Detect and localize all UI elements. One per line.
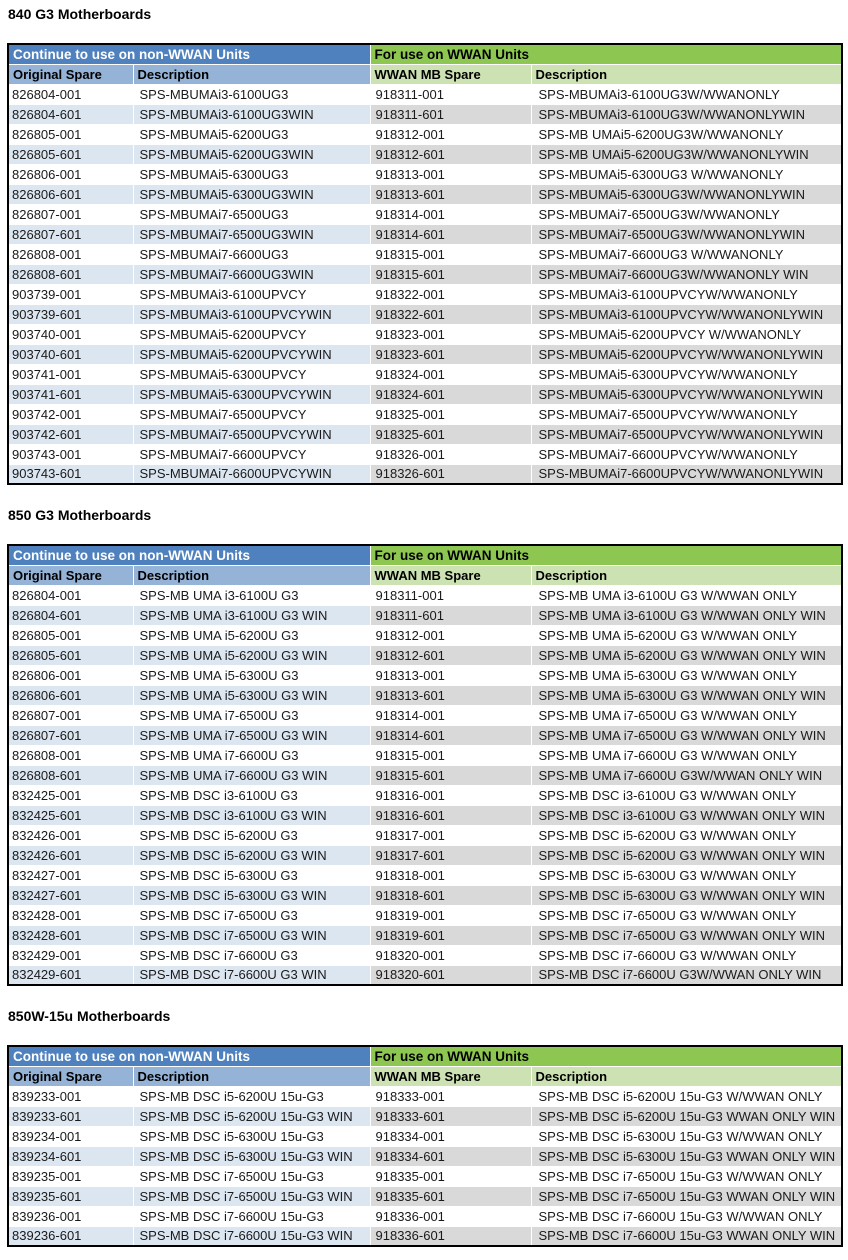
description-cell: SPS-MB DSC i5-6200U G3 WIN [133, 845, 370, 865]
wwan-description-cell: SPS-MB UMA i5-6200U G3 W/WWAN ONLY WIN [531, 645, 842, 665]
wwan-mb-spare-cell: 918323-601 [370, 344, 531, 364]
wwan-mb-spare-cell: 918322-001 [370, 284, 531, 304]
original-spare-cell: 826808-001 [8, 244, 133, 264]
description-cell: SPS-MB DSC i5-6200U 15u-G3 WIN [133, 1106, 370, 1126]
table-row [8, 144, 842, 164]
table-row [8, 364, 842, 384]
wwan-description-cell: SPS-MB DSC i5-6200U 15u-G3 W/WWAN ONLY [531, 1086, 842, 1106]
wwan-description-cell: SPS-MB UMA i3-6100U G3 W/WWAN ONLY WIN [531, 605, 842, 625]
original-spare-cell: 832427-001 [8, 865, 133, 885]
spares-table [7, 43, 843, 485]
wwan-description-cell: SPS-MB DSC i5-6200U G3 W/WWAN ONLY WIN [531, 845, 842, 865]
original-spare-cell: 903742-001 [8, 404, 133, 424]
description-cell: SPS-MBUMAi5-6300UG3WIN [133, 184, 370, 204]
wwan-description-cell: SPS-MB DSC i7-6500U G3 W/WWAN ONLY [531, 905, 842, 925]
wwan-description-cell: SPS-MB UMA i7-6600U G3W/WWAN ONLY WIN [531, 765, 842, 785]
description-cell: SPS-MBUMAi7-6500UPVCYWIN [133, 424, 370, 444]
column-header-row [8, 64, 842, 84]
original-spare-cell: 832429-001 [8, 945, 133, 965]
wwan-description-cell: SPS-MB UMA i5-6200U G3 W/WWAN ONLY [531, 625, 842, 645]
original-spare-cell: 826806-601 [8, 184, 133, 204]
wwan-mb-spare-cell: 918312-601 [370, 144, 531, 164]
wwan-mb-spare-cell: 918312-601 [370, 645, 531, 665]
wwan-mb-spare-cell: 918314-001 [370, 705, 531, 725]
description-cell: SPS-MBUMAi3-6100UG3WIN [133, 104, 370, 124]
wwan-description-cell: SPS-MBUMAi3-6100UG3W/WWANONLY [531, 84, 842, 104]
description-cell: SPS-MB UMA i7-6500U G3 [133, 705, 370, 725]
wwan-mb-spare-cell: 918336-601 [370, 1226, 531, 1246]
wwan-mb-spare-cell: 918315-001 [370, 244, 531, 264]
wwan-mb-spare-cell: 918335-601 [370, 1186, 531, 1206]
original-spare-cell: 826804-601 [8, 605, 133, 625]
description-cell: SPS-MBUMAi5-6300UG3 [133, 164, 370, 184]
wwan-mb-spare-cell: 918315-001 [370, 745, 531, 765]
description-cell: SPS-MB DSC i7-6600U G3 WIN [133, 965, 370, 985]
original-spare-cell: 839233-601 [8, 1106, 133, 1126]
table-row [8, 304, 842, 324]
description-cell: SPS-MB DSC i7-6600U 15u-G3 WIN [133, 1226, 370, 1246]
original-spare-cell: 839233-001 [8, 1086, 133, 1106]
col-header-wwan-description: Description [531, 64, 842, 84]
wwan-group-header: For use on WWAN Units [370, 545, 842, 565]
wwan-mb-spare-cell: 918326-601 [370, 464, 531, 484]
wwan-mb-spare-cell: 918320-001 [370, 945, 531, 965]
table-row [8, 84, 842, 104]
original-spare-cell: 826807-601 [8, 725, 133, 745]
original-spare-cell: 832425-601 [8, 805, 133, 825]
wwan-description-cell: SPS-MBUMAi7-6600UPVCYW/WWANONLY [531, 444, 842, 464]
wwan-description-cell: SPS-MBUMAi5-6200UPVCYW/WWANONLYWIN [531, 344, 842, 364]
description-cell: SPS-MBUMAi3-6100UPVCYWIN [133, 304, 370, 324]
table-row [8, 324, 842, 344]
table-row [8, 605, 842, 625]
spares-table [7, 544, 843, 986]
wwan-mb-spare-cell: 918334-601 [370, 1146, 531, 1166]
wwan-mb-spare-cell: 918316-001 [370, 785, 531, 805]
col-header-original-spare: Original Spare [8, 565, 133, 585]
original-spare-cell: 903743-601 [8, 464, 133, 484]
col-header-wwan-mb-spare: WWAN MB Spare [370, 1066, 531, 1086]
table-row [8, 745, 842, 765]
wwan-mb-spare-cell: 918314-601 [370, 224, 531, 244]
table-row [8, 585, 842, 605]
original-spare-cell: 903741-601 [8, 384, 133, 404]
description-cell: SPS-MBUMAi3-6100UPVCY [133, 284, 370, 304]
description-cell: SPS-MB DSC i5-6300U G3 WIN [133, 885, 370, 905]
description-cell: SPS-MBUMAi7-6500UG3WIN [133, 224, 370, 244]
wwan-mb-spare-cell: 918311-601 [370, 605, 531, 625]
table-row [8, 805, 842, 825]
wwan-mb-spare-cell: 918316-601 [370, 805, 531, 825]
description-cell: SPS-MB UMA i7-6600U G3 WIN [133, 765, 370, 785]
table-row [8, 765, 842, 785]
table-row [8, 725, 842, 745]
table-row [8, 244, 842, 264]
wwan-description-cell: SPS-MB DSC i7-6600U 15u-G3 W/WWAN ONLY [531, 1206, 842, 1226]
table-row [8, 785, 842, 805]
description-cell: SPS-MB UMA i5-6200U G3 WIN [133, 645, 370, 665]
col-header-description: Description [133, 1066, 370, 1086]
table-row [8, 865, 842, 885]
table-body [8, 1086, 842, 1246]
original-spare-cell: 826807-001 [8, 204, 133, 224]
col-header-wwan-description: Description [531, 1066, 842, 1086]
table-row [8, 1186, 842, 1206]
original-spare-cell: 832429-601 [8, 965, 133, 985]
section-title: 840 G3 Motherboards [8, 6, 152, 22]
original-spare-cell: 826808-601 [8, 765, 133, 785]
description-cell: SPS-MB UMA i7-6600U G3 [133, 745, 370, 765]
wwan-description-cell: SPS-MBUMAi5-6300UPVCYW/WWANONLY [531, 364, 842, 384]
original-spare-cell: 826806-601 [8, 685, 133, 705]
wwan-description-cell: SPS-MB DSC i3-6100U G3 W/WWAN ONLY WIN [531, 805, 842, 825]
wwan-mb-spare-cell: 918313-601 [370, 685, 531, 705]
wwan-mb-spare-cell: 918323-001 [370, 324, 531, 344]
table-row [8, 685, 842, 705]
table-row [8, 124, 842, 144]
wwan-mb-spare-cell: 918319-601 [370, 925, 531, 945]
wwan-mb-spare-cell: 918314-601 [370, 725, 531, 745]
wwan-mb-spare-cell: 918320-601 [370, 965, 531, 985]
description-cell: SPS-MB DSC i3-6100U G3 WIN [133, 805, 370, 825]
description-cell: SPS-MBUMAi5-6200UG3WIN [133, 144, 370, 164]
original-spare-cell: 903742-601 [8, 424, 133, 444]
wwan-group-header: For use on WWAN Units [370, 1046, 842, 1066]
col-header-wwan-description: Description [531, 565, 842, 585]
wwan-mb-spare-cell: 918314-001 [370, 204, 531, 224]
motherboard-section [7, 1008, 841, 1247]
wwan-group-header: For use on WWAN Units [370, 44, 842, 64]
description-cell: SPS-MBUMAi7-6600UPVCYWIN [133, 464, 370, 484]
wwan-description-cell: SPS-MB DSC i7-6500U 15u-G3 WWAN ONLY WIN [531, 1186, 842, 1206]
description-cell: SPS-MB UMA i5-6300U G3 [133, 665, 370, 685]
original-spare-cell: 839235-601 [8, 1186, 133, 1206]
wwan-mb-spare-cell: 918311-001 [370, 84, 531, 104]
wwan-description-cell: SPS-MB DSC i5-6200U G3 W/WWAN ONLY [531, 825, 842, 845]
col-header-original-spare: Original Spare [8, 64, 133, 84]
table-row [8, 164, 842, 184]
description-cell: SPS-MB DSC i5-6300U 15u-G3 WIN [133, 1146, 370, 1166]
original-spare-cell: 826806-001 [8, 164, 133, 184]
description-cell: SPS-MB UMA i5-6200U G3 [133, 625, 370, 645]
table-row [8, 885, 842, 905]
original-spare-cell: 903740-001 [8, 324, 133, 344]
description-cell: SPS-MBUMAi7-6600UG3WIN [133, 264, 370, 284]
table-row [8, 464, 842, 484]
wwan-mb-spare-cell: 918318-001 [370, 865, 531, 885]
table-row [8, 665, 842, 685]
wwan-mb-spare-cell: 918324-001 [370, 364, 531, 384]
wwan-description-cell: SPS-MBUMAi7-6500UPVCYW/WWANONLY [531, 404, 842, 424]
column-header-row [8, 565, 842, 585]
description-cell: SPS-MB DSC i5-6200U G3 [133, 825, 370, 845]
wwan-mb-spare-cell: 918322-601 [370, 304, 531, 324]
table-row [8, 384, 842, 404]
motherboard-section [7, 507, 841, 986]
table-row [8, 1226, 842, 1246]
wwan-mb-spare-cell: 918312-001 [370, 625, 531, 645]
table-row [8, 224, 842, 244]
description-cell: SPS-MB DSC i7-6500U 15u-G3 WIN [133, 1186, 370, 1206]
wwan-description-cell: SPS-MB UMAi5-6200UG3W/WWANONLYWIN [531, 144, 842, 164]
column-header-row [8, 1066, 842, 1086]
original-spare-cell: 832426-001 [8, 825, 133, 845]
wwan-description-cell: SPS-MB DSC i7-6600U 15u-G3 WWAN ONLY WIN [531, 1226, 842, 1246]
original-spare-cell: 826804-601 [8, 104, 133, 124]
wwan-mb-spare-cell: 918312-001 [370, 124, 531, 144]
wwan-description-cell: SPS-MB UMAi5-6200UG3W/WWANONLY [531, 124, 842, 144]
table-body [8, 84, 842, 484]
col-header-description: Description [133, 64, 370, 84]
table-row [8, 645, 842, 665]
description-cell: SPS-MB DSC i3-6100U G3 [133, 785, 370, 805]
wwan-mb-spare-cell: 918313-601 [370, 184, 531, 204]
wwan-mb-spare-cell: 918333-601 [370, 1106, 531, 1126]
table-row [8, 845, 842, 865]
original-spare-cell: 903743-001 [8, 444, 133, 464]
wwan-mb-spare-cell: 918325-001 [370, 404, 531, 424]
description-cell: SPS-MBUMAi5-6300UPVCYWIN [133, 384, 370, 404]
original-spare-cell: 826804-001 [8, 585, 133, 605]
description-cell: SPS-MBUMAi7-6500UG3 [133, 204, 370, 224]
table-row [8, 705, 842, 725]
wwan-description-cell: SPS-MBUMAi5-6300UG3W/WWANONLYWIN [531, 184, 842, 204]
original-spare-cell: 826807-001 [8, 705, 133, 725]
original-spare-cell: 826805-601 [8, 144, 133, 164]
wwan-mb-spare-cell: 918318-601 [370, 885, 531, 905]
wwan-description-cell: SPS-MB DSC i5-6200U 15u-G3 WWAN ONLY WIN [531, 1106, 842, 1126]
wwan-description-cell: SPS-MBUMAi7-6500UG3W/WWANONLY [531, 204, 842, 224]
wwan-description-cell: SPS-MB DSC i7-6500U G3 W/WWAN ONLY WIN [531, 925, 842, 945]
group-header-row [8, 545, 842, 565]
wwan-description-cell: SPS-MB UMA i5-6300U G3 W/WWAN ONLY WIN [531, 685, 842, 705]
wwan-description-cell: SPS-MB DSC i5-6300U 15u-G3 W/WWAN ONLY [531, 1126, 842, 1146]
wwan-mb-spare-cell: 918333-001 [370, 1086, 531, 1106]
original-spare-cell: 832428-601 [8, 925, 133, 945]
wwan-description-cell: SPS-MB DSC i3-6100U G3 W/WWAN ONLY [531, 785, 842, 805]
wwan-mb-spare-cell: 918317-601 [370, 845, 531, 865]
original-spare-cell: 826806-001 [8, 665, 133, 685]
original-spare-cell: 903741-001 [8, 364, 133, 384]
table-row [8, 625, 842, 645]
wwan-description-cell: SPS-MB DSC i5-6300U G3 W/WWAN ONLY WIN [531, 885, 842, 905]
wwan-description-cell: SPS-MBUMAi7-6600UPVCYW/WWANONLYWIN [531, 464, 842, 484]
wwan-mb-spare-cell: 918315-601 [370, 264, 531, 284]
description-cell: SPS-MB DSC i7-6500U G3 WIN [133, 925, 370, 945]
wwan-description-cell: SPS-MB DSC i5-6300U G3 W/WWAN ONLY [531, 865, 842, 885]
wwan-description-cell: SPS-MBUMAi3-6100UPVCYW/WWANONLY [531, 284, 842, 304]
wwan-mb-spare-cell: 918311-601 [370, 104, 531, 124]
original-spare-cell: 826808-001 [8, 745, 133, 765]
description-cell: SPS-MB UMA i7-6500U G3 WIN [133, 725, 370, 745]
table-row [8, 104, 842, 124]
section-title: 850 G3 Motherboards [8, 507, 152, 523]
wwan-description-cell: SPS-MBUMAi3-6100UPVCYW/WWANONLYWIN [531, 304, 842, 324]
wwan-description-cell: SPS-MB UMA i7-6500U G3 W/WWAN ONLY WIN [531, 725, 842, 745]
description-cell: SPS-MBUMAi5-6200UG3 [133, 124, 370, 144]
non-wwan-group-header: Continue to use on non-WWAN Units [8, 1046, 370, 1066]
group-header-row [8, 1046, 842, 1066]
wwan-mb-spare-cell: 918319-001 [370, 905, 531, 925]
non-wwan-group-header: Continue to use on non-WWAN Units [8, 44, 370, 64]
original-spare-cell: 839236-601 [8, 1226, 133, 1246]
description-cell: SPS-MBUMAi7-6600UG3 [133, 244, 370, 264]
wwan-description-cell: SPS-MBUMAi7-6500UG3W/WWANONLYWIN [531, 224, 842, 244]
table-row [8, 424, 842, 444]
description-cell: SPS-MB UMA i3-6100U G3 [133, 585, 370, 605]
wwan-description-cell: SPS-MBUMAi3-6100UG3W/WWANONLYWIN [531, 104, 842, 124]
wwan-mb-spare-cell: 918326-001 [370, 444, 531, 464]
table-row [8, 284, 842, 304]
motherboard-section [7, 6, 841, 485]
wwan-description-cell: SPS-MB UMA i7-6600U G3 W/WWAN ONLY [531, 745, 842, 765]
original-spare-cell: 832425-001 [8, 785, 133, 805]
table-row [8, 404, 842, 424]
original-spare-cell: 839235-001 [8, 1166, 133, 1186]
wwan-mb-spare-cell: 918311-001 [370, 585, 531, 605]
wwan-mb-spare-cell: 918313-001 [370, 665, 531, 685]
description-cell: SPS-MB DSC i7-6600U 15u-G3 [133, 1206, 370, 1226]
wwan-description-cell: SPS-MBUMAi5-6200UPVCY W/WWANONLY [531, 324, 842, 344]
col-header-wwan-mb-spare: WWAN MB Spare [370, 565, 531, 585]
table-row [8, 1106, 842, 1126]
description-cell: SPS-MB DSC i7-6500U G3 [133, 905, 370, 925]
table-row [8, 444, 842, 464]
table-row [8, 945, 842, 965]
description-cell: SPS-MBUMAi7-6600UPVCY [133, 444, 370, 464]
original-spare-cell: 826805-601 [8, 645, 133, 665]
col-header-original-spare: Original Spare [8, 1066, 133, 1086]
wwan-mb-spare-cell: 918325-601 [370, 424, 531, 444]
original-spare-cell: 839236-001 [8, 1206, 133, 1226]
wwan-mb-spare-cell: 918315-601 [370, 765, 531, 785]
table-body [8, 585, 842, 985]
non-wwan-group-header: Continue to use on non-WWAN Units [8, 545, 370, 565]
original-spare-cell: 839234-001 [8, 1126, 133, 1146]
original-spare-cell: 903739-601 [8, 304, 133, 324]
wwan-description-cell: SPS-MBUMAi5-6300UG3 W/WWANONLY [531, 164, 842, 184]
wwan-description-cell: SPS-MBUMAi7-6600UG3W/WWANONLY WIN [531, 264, 842, 284]
description-cell: SPS-MBUMAi5-6200UPVCYWIN [133, 344, 370, 364]
description-cell: SPS-MBUMAi5-6300UPVCY [133, 364, 370, 384]
wwan-mb-spare-cell: 918324-601 [370, 384, 531, 404]
original-spare-cell: 903740-601 [8, 344, 133, 364]
table-row [8, 184, 842, 204]
original-spare-cell: 826808-601 [8, 264, 133, 284]
table-row [8, 1126, 842, 1146]
original-spare-cell: 826804-001 [8, 84, 133, 104]
wwan-description-cell: SPS-MBUMAi7-6500UPVCYW/WWANONLYWIN [531, 424, 842, 444]
original-spare-cell: 826805-001 [8, 124, 133, 144]
col-header-description: Description [133, 565, 370, 585]
original-spare-cell: 903739-001 [8, 284, 133, 304]
description-cell: SPS-MBUMAi5-6200UPVCY [133, 324, 370, 344]
table-row [8, 965, 842, 985]
table-row [8, 1166, 842, 1186]
description-cell: SPS-MB DSC i5-6200U 15u-G3 [133, 1086, 370, 1106]
description-cell: SPS-MB DSC i5-6300U G3 [133, 865, 370, 885]
table-row [8, 1086, 842, 1106]
wwan-description-cell: SPS-MB DSC i7-6500U 15u-G3 W/WWAN ONLY [531, 1166, 842, 1186]
wwan-mb-spare-cell: 918334-001 [370, 1126, 531, 1146]
original-spare-cell: 826807-601 [8, 224, 133, 244]
wwan-description-cell: SPS-MBUMAi7-6600UG3 W/WWANONLY [531, 244, 842, 264]
wwan-description-cell: SPS-MB DSC i7-6600U G3W/WWAN ONLY WIN [531, 965, 842, 985]
table-row [8, 344, 842, 364]
description-cell: SPS-MB UMA i3-6100U G3 WIN [133, 605, 370, 625]
wwan-description-cell: SPS-MB DSC i5-6300U 15u-G3 WWAN ONLY WIN [531, 1146, 842, 1166]
description-cell: SPS-MB DSC i7-6500U 15u-G3 [133, 1166, 370, 1186]
table-row [8, 1146, 842, 1166]
wwan-mb-spare-cell: 918335-001 [370, 1166, 531, 1186]
original-spare-cell: 832426-601 [8, 845, 133, 865]
description-cell: SPS-MBUMAi3-6100UG3 [133, 84, 370, 104]
wwan-mb-spare-cell: 918313-001 [370, 164, 531, 184]
spares-table [7, 1045, 843, 1247]
wwan-description-cell: SPS-MBUMAi5-6300UPVCYW/WWANONLYWIN [531, 384, 842, 404]
wwan-mb-spare-cell: 918317-001 [370, 825, 531, 845]
description-cell: SPS-MBUMAi7-6500UPVCY [133, 404, 370, 424]
description-cell: SPS-MB DSC i7-6600U G3 [133, 945, 370, 965]
table-row [8, 204, 842, 224]
description-cell: SPS-MB UMA i5-6300U G3 WIN [133, 685, 370, 705]
wwan-description-cell: SPS-MB DSC i7-6600U G3 W/WWAN ONLY [531, 945, 842, 965]
description-cell: SPS-MB DSC i5-6300U 15u-G3 [133, 1126, 370, 1146]
wwan-mb-spare-cell: 918336-001 [370, 1206, 531, 1226]
table-row [8, 264, 842, 284]
original-spare-cell: 839234-601 [8, 1146, 133, 1166]
section-title: 850W-15u Motherboards [8, 1008, 171, 1024]
original-spare-cell: 832427-601 [8, 885, 133, 905]
col-header-wwan-mb-spare: WWAN MB Spare [370, 64, 531, 84]
table-row [8, 905, 842, 925]
group-header-row [8, 44, 842, 64]
table-row [8, 1206, 842, 1226]
original-spare-cell: 826805-001 [8, 625, 133, 645]
wwan-description-cell: SPS-MB UMA i5-6300U G3 W/WWAN ONLY [531, 665, 842, 685]
wwan-description-cell: SPS-MB UMA i7-6500U G3 W/WWAN ONLY [531, 705, 842, 725]
table-row [8, 825, 842, 845]
table-row [8, 925, 842, 945]
wwan-description-cell: SPS-MB UMA i3-6100U G3 W/WWAN ONLY [531, 585, 842, 605]
original-spare-cell: 832428-001 [8, 905, 133, 925]
